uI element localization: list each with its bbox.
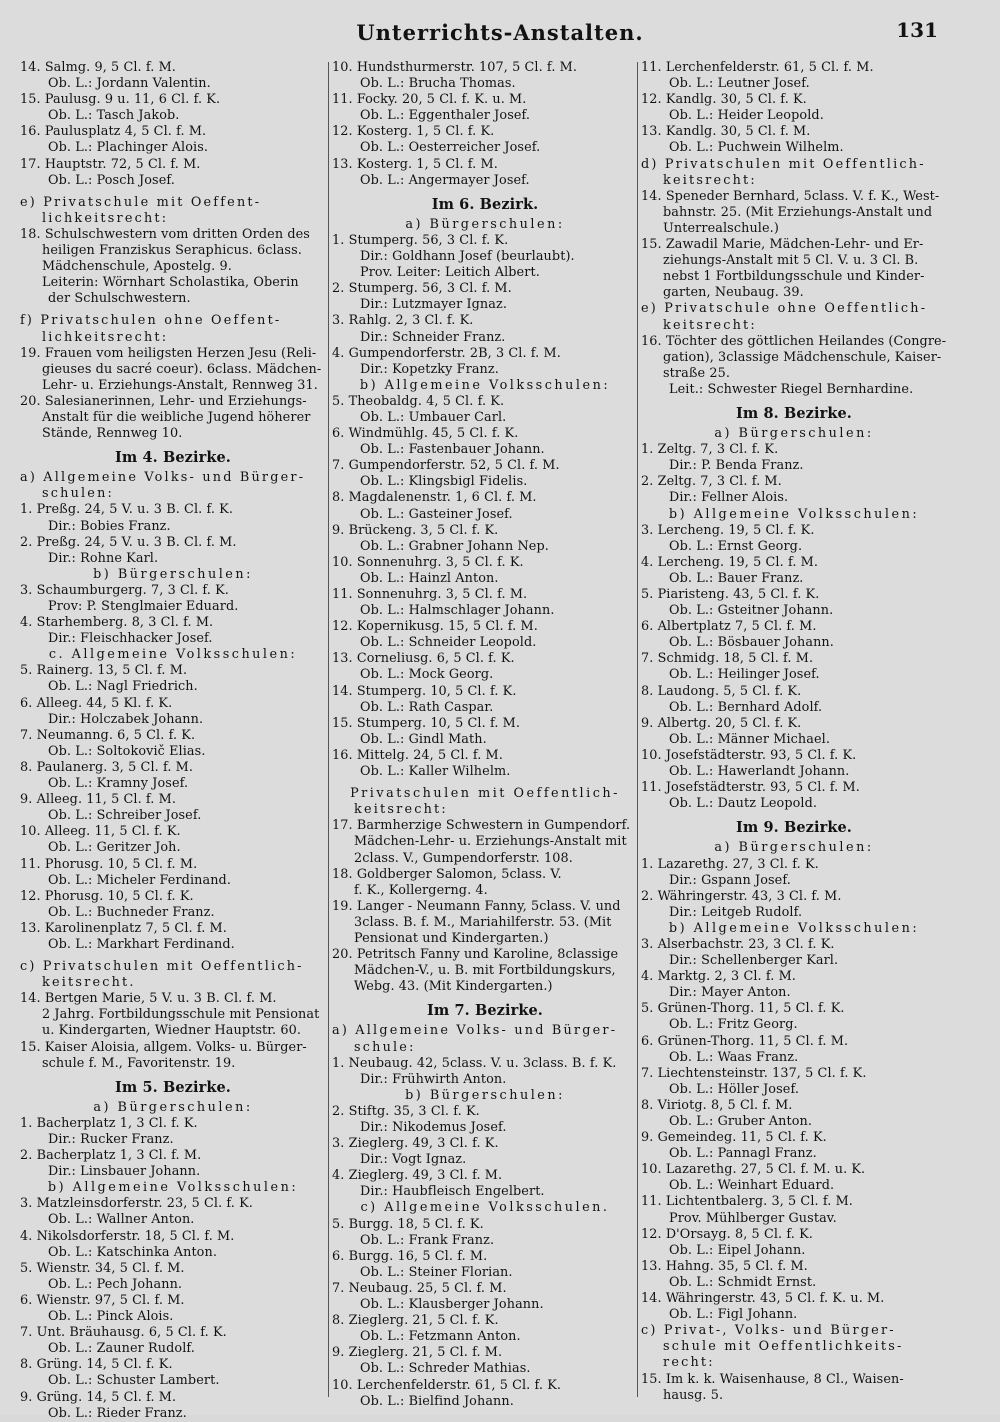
text-line: 13. Hahng. 35, 5 Cl. f. M.	[641, 1258, 808, 1274]
text-line: Ob. L.: Zauner Rudolf.	[48, 1341, 195, 1357]
text-line: 4. Starhemberg. 8, 3 Cl. f. M.	[20, 615, 214, 631]
text-line: Dir.: Mayer Anton.	[669, 985, 791, 1001]
text-line: Lehr- u. Erziehungs-Anstalt, Rennweg 31.	[42, 377, 318, 393]
text-line: 1. Bacherplatz 1, 3 Cl. f. K.	[20, 1115, 198, 1131]
text-line: 14. Bertgen Marie, 5 V. u. 3 B. Cl. f. M.	[20, 991, 277, 1007]
text-line: 17. Barmherzige Schwestern in Gumpendorf.	[332, 818, 631, 834]
text-line: schule mit Oeffentlichkeits-	[663, 1339, 904, 1355]
text-line: 3. Lercheng. 19, 5 Cl. f. K.	[641, 522, 815, 538]
text-line: 4. Marktg. 2, 3 Cl. f. M.	[641, 969, 796, 985]
text-line: 10. Hundsthurmerstr. 107, 5 Cl. f. M.	[332, 60, 578, 75]
text-line: Ob. L.: Bielfind Johann.	[360, 1393, 514, 1409]
text-line: Dir.: Frühwirth Anton.	[360, 1071, 507, 1087]
text-line: Ob. L.: Rath Caspar.	[360, 699, 494, 715]
text-line: f. K., Kollergerng. 4.	[354, 882, 488, 898]
text-line: Dir.: Holczabek Johann.	[48, 711, 204, 727]
text-line: Ob. L.: Buchneder Franz.	[48, 904, 215, 920]
text-line: 12. D'Orsayg. 8, 5 Cl. f. K.	[641, 1226, 813, 1242]
text-line: Dir.: Rohne Karl.	[48, 550, 159, 566]
text-line: 9. Alleeg. 11, 5 Cl. f. M.	[20, 792, 177, 808]
text-line: 19. Langer - Neumann Fanny, 5class. V. und	[332, 898, 621, 914]
text-line: 12. Kandlg. 30, 5 Cl. f. K.	[641, 92, 807, 108]
text-line: 11. Sonnenuhrg. 3, 5 Cl. f. M.	[332, 587, 528, 602]
text-line: a) Allgemeine Volks- und Bürger-	[332, 1023, 618, 1039]
text-line: Ob. L.: Markhart Ferdinand.	[48, 936, 235, 952]
text-line: b) Bürgerschulen:	[93, 566, 253, 582]
text-line: 10. Sonnenuhrg. 3, 5 Cl. f. K.	[332, 554, 524, 570]
text-line: Dir.: Haubfleisch Engelbert.	[360, 1184, 545, 1200]
text-line: Dir.: Bobies Franz.	[48, 518, 171, 534]
text-line: Leiterin: Wörnhart Scholastika, Oberin	[42, 275, 299, 291]
text-line: 19. Frauen vom heiligsten Herzen Jesu (Reli-	[20, 345, 317, 361]
text-line: 11. Focky. 20, 5 Cl. f. K. u. M.	[332, 92, 527, 108]
text-line: Dir.: Lutzmayer Ignaz.	[360, 297, 508, 313]
text-line: keitsrecht:	[354, 802, 448, 818]
text-line: 7. Neubaug. 25, 5 Cl. f. M.	[332, 1280, 507, 1296]
text-line: e) Privatschule mit Oeffent-	[20, 194, 262, 210]
text-line: Ob. L.: Schreiber Josef.	[48, 808, 202, 824]
text-line: b) Allgemeine Volksschulen:	[668, 506, 920, 522]
text-line: 2 Jahrg. Fortbildungsschule mit Pensionat	[42, 1007, 320, 1023]
text-line: Dir.: Schellenberger Karl.	[669, 953, 839, 969]
text-line: Dir.: Rucker Franz.	[48, 1132, 174, 1147]
text-line: 13. Corneliusg. 6, 5 Cl. f. K.	[332, 651, 515, 667]
text-line: u. Kindergarten, Wiedner Hauptstr. 60.	[42, 1023, 302, 1039]
text-line: Ob. L.: Hainzl Anton.	[360, 570, 499, 586]
text-line: keitsrecht:	[663, 317, 757, 333]
text-line: bahnstr. 25. (Mit Erziehungs-Anstalt und	[663, 204, 933, 220]
text-line: Ob. L.: Bauer Franz.	[669, 570, 804, 586]
text-line: Ob. L.: Soltokovič Elias.	[48, 743, 206, 759]
text-line: Ob. L.: Oesterreicher Josef.	[360, 140, 541, 156]
text-line: 10. Lerchenfelderstr. 61, 5 Cl. f. K.	[332, 1377, 562, 1393]
text-line: Ob. L.: Pannagl Franz.	[669, 1146, 817, 1162]
page-number: 131	[896, 18, 938, 42]
text-line: c. Allgemeine Volksschulen:	[48, 647, 298, 663]
text-line: 5. Theobaldg. 4, 5 Cl. f. K.	[332, 393, 505, 409]
text-line: 3. Alserbachstr. 23, 3 Cl. f. K.	[641, 936, 835, 952]
text-line: Anstalt für die weibliche Jugend höherer	[42, 409, 311, 425]
text-line: Ob. L.: Jordann Valentin.	[48, 76, 211, 92]
text-line: 18. Schulschwestern vom dritten Orden des	[20, 226, 310, 242]
text-line: Ob. L.: Fastenbauer Johann.	[360, 442, 545, 458]
text-line: straße 25.	[663, 365, 730, 381]
text-line: 9. Grüng. 14, 5 Cl. f. M.	[20, 1389, 177, 1405]
text-line: Dir.: Schneider Franz.	[360, 329, 506, 345]
text-line: 9. Gemeindeg. 11, 5 Cl. f. K.	[641, 1130, 827, 1146]
text-line: 3. Matzleinsdorferstr. 23, 5 Cl. f. K.	[20, 1196, 253, 1212]
text-line: Dir.: Fellner Alois.	[669, 490, 789, 506]
text-line: 17. Hauptstr. 72, 5 Cl. f. M.	[20, 156, 201, 172]
text-line: Dir.: P. Benda Franz.	[669, 458, 804, 474]
text-line: Ob. L.: Posch Josef.	[48, 172, 175, 188]
text-line: Ob. L.: Heilinger Josef.	[669, 667, 820, 683]
text-line: Ob. L.: Fritz Georg.	[669, 1017, 798, 1033]
text-line: 14. Salmg. 9, 5 Cl. f. M.	[20, 60, 176, 75]
text-line: gieuses du sacré coeur). 6class. Mädchen-	[42, 361, 322, 377]
text-line: 9. Albertg. 20, 5 Cl. f. K.	[641, 715, 802, 731]
text-line: Ob. L.: Brucha Thomas.	[360, 76, 516, 92]
text-line: Ob. L.: Mock Georg.	[360, 667, 494, 683]
text-line: Ob. L.: Bösbauer Johann.	[669, 635, 834, 651]
text-line: Mädchen-V., u. B. mit Fortbildungskurs,	[354, 963, 616, 979]
text-line: Ob. L.: Angermayer Josef.	[360, 172, 530, 188]
text-line: Ob. L.: Dautz Leopold.	[669, 796, 818, 812]
text-line: Ob. L.: Steiner Florian.	[360, 1264, 513, 1280]
text-line: a) Allgemeine Volks- und Bürger-	[20, 470, 306, 486]
section-heading: Im 5. Bezirke.	[115, 1078, 231, 1096]
text-line: Leit.: Schwester Riegel Bernhardine.	[669, 381, 914, 397]
text-line: 6. Wienstr. 97, 5 Cl. f. M.	[20, 1292, 185, 1308]
text-line: 13. Kandlg. 30, 5 Cl. f. M.	[641, 124, 811, 140]
text-line: Ob. L.: Geritzer Joh.	[48, 840, 181, 856]
text-line: 2. Währingerstr. 43, 3 Cl. f. M.	[641, 888, 842, 904]
text-line: Mädchen-Lehr- u. Erziehungs-Anstalt mit	[354, 834, 627, 850]
section-heading: Im 6. Bezirk.	[431, 195, 539, 213]
text-line: 13. Kosterg. 1, 5 Cl. f. M.	[332, 156, 498, 172]
text-line: Dir.: Kopetzky Franz.	[360, 361, 499, 377]
text-line: 7. Schmidg. 18, 5 Cl. f. M.	[641, 651, 814, 667]
text-line: c) Allgemeine Volksschulen.	[360, 1200, 610, 1216]
text-line: 3. Zieglerg. 49, 3 Cl. f. K.	[332, 1136, 499, 1152]
text-line: 3. Rahlg. 2, 3 Cl. f. K.	[332, 313, 474, 329]
text-line: Ob. L.: Schuster Lambert.	[48, 1373, 220, 1389]
text-line: garten, Neubaug. 39.	[663, 285, 804, 301]
text-line: 3class. B. f. M., Mariahilferstr. 53. (Mit	[354, 914, 612, 930]
text-line: 1. Stumperg. 56, 3 Cl. f. K.	[332, 232, 509, 248]
text-line: 10. Lazarethg. 27, 5 Cl. f. M. u. K.	[641, 1162, 866, 1178]
text-line: 14. Währingerstr. 43, 5 Cl. f. K. u. M.	[641, 1291, 885, 1307]
text-line: keitsrecht:	[663, 172, 757, 188]
text-line: 4. Nikolsdorferstr. 18, 5 Cl. f. M.	[20, 1228, 235, 1244]
text-line: gation), 3classige Mädchenschule, Kaiser-	[663, 349, 942, 365]
text-line: Ob. L.: Gasteiner Josef.	[360, 506, 513, 522]
text-line: Ob. L.: Höller Josef.	[669, 1081, 799, 1097]
column-divider	[328, 62, 329, 1397]
text-line: 8. Magdalenenstr. 1, 6 Cl. f. M.	[332, 490, 537, 506]
text-line: 12. Kopernikusg. 15, 5 Cl. f. M.	[332, 619, 538, 635]
text-line: 8. Viriotg. 8, 5 Cl. f. M.	[641, 1097, 793, 1113]
text-line: Ob. L.: Pech Johann.	[48, 1276, 183, 1292]
text-line: Prov. Mühlberger Gustav.	[669, 1210, 837, 1226]
text-line: Ob. L.: Figl Johann.	[669, 1307, 798, 1323]
text-line: Ob. L.: Schreder Mathias.	[360, 1361, 531, 1377]
text-line: Dir.: Fleischhacker Josef.	[48, 631, 213, 647]
text-line: Ob. L.: Fetzmann Anton.	[360, 1329, 521, 1345]
text-line: nebst 1 Fortbildungsschule und Kinder-	[663, 269, 925, 285]
text-line: lichkeitsrecht:	[42, 329, 169, 345]
text-line: d) Privatschulen mit Oeffentlich-	[641, 156, 926, 172]
text-line: 1. Zeltg. 7, 3 Cl. f. K.	[641, 442, 779, 458]
text-line: keitsrecht.	[42, 975, 136, 991]
text-line: 8. Laudong. 5, 5 Cl. f. K.	[641, 683, 802, 699]
text-line: Ob. L.: Männer Michael.	[669, 731, 831, 747]
text-line: Ob. L.: Nagl Friedrich.	[48, 679, 198, 695]
text-line: Ob. L.: Halmschlager Johann.	[360, 603, 555, 619]
text-line: 10. Josefstädterstr. 93, 5 Cl. f. K.	[641, 747, 857, 763]
text-line: 8. Zieglerg. 21, 5 Cl. f. K.	[332, 1313, 499, 1329]
text-line: 20. Petritsch Fanny und Karoline, 8classige	[332, 947, 619, 963]
text-line: Pensionat und Kindergarten.)	[354, 930, 549, 946]
text-line: 10. Alleeg. 11, 5 Cl. f. K.	[20, 824, 181, 840]
text-line: f) Privatschulen ohne Oeffent-	[20, 313, 282, 329]
text-line: Ob. L.: Weinhart Eduard.	[669, 1178, 835, 1194]
text-line: Stände, Rennweg 10.	[42, 426, 183, 442]
text-line: Ob. L.: Kaller Wilhelm.	[360, 764, 511, 780]
text-line: 6. Alleeg. 44, 5 Kl. f. K.	[20, 695, 173, 711]
text-line: lichkeitsrecht:	[42, 210, 169, 226]
text-line: Webg. 43. (Mit Kindergarten.)	[354, 979, 553, 995]
text-line: 11. Phorusg. 10, 5 Cl. f. M.	[20, 856, 198, 872]
text-line: 4. Lercheng. 19, 5 Cl. f. M.	[641, 554, 819, 570]
text-line: 2. Stiftg. 35, 3 Cl. f. K.	[332, 1103, 480, 1119]
text-line: 2. Preßg. 24, 5 V. u. 3 B. Cl. f. M.	[20, 534, 237, 550]
text-line: Ob. L.: Wallner Anton.	[48, 1212, 195, 1228]
text-line: 5. Piaristeng. 43, 5 Cl. f. K.	[641, 587, 820, 602]
text-line: a) Bürgerschulen:	[714, 840, 874, 856]
text-line: 1. Lazarethg. 27, 3 Cl. f. K.	[641, 856, 819, 872]
text-line: Ob. L.: Hawerlandt Johann.	[669, 764, 850, 780]
text-line: 11. Lichtentbalerg. 3, 5 Cl. f. M.	[641, 1194, 853, 1210]
text-line: Dir.: Gspann Josef.	[669, 872, 791, 888]
section-heading: Im 4. Bezirke.	[115, 449, 231, 467]
text-line: 5. Grünen-Thorg. 11, 5 Cl. f. K.	[641, 1001, 845, 1017]
text-line: 14. Stumperg. 10, 5 Cl. f. K.	[332, 683, 517, 699]
text-line: 2class. V., Gumpendorferstr. 108.	[354, 850, 573, 866]
text-line: Dir.: Goldhann Josef (beurlaubt).	[360, 249, 575, 265]
text-line: 14. Speneder Bernhard, 5class. V. f. K., West-	[641, 188, 940, 204]
text-line: c) Privat-, Volks- und Bürger-	[641, 1323, 896, 1339]
text-line: 8. Grüng. 14, 5 Cl. f. K.	[20, 1357, 173, 1373]
section-heading: Im 7. Bezirke.	[427, 1002, 543, 1020]
text-line: Ob. L.: Tasch Jakob.	[48, 108, 180, 124]
text-line: Ob. L.: Klingsbigl Fidelis.	[360, 474, 528, 490]
text-line: ziehungs-Anstalt mit 5 Cl. V. u. 3 Cl. B.	[663, 253, 919, 269]
text-line: b) Bürgerschulen:	[405, 1087, 565, 1103]
text-line: Ob. L.: Frank Franz.	[360, 1232, 495, 1248]
text-line: Ob. L.: Gruber Anton.	[669, 1114, 813, 1129]
text-line: recht:	[663, 1355, 715, 1371]
text-line: 11. Josefstädterstr. 93, 5 Cl. f. M.	[641, 780, 860, 796]
text-column-right	[641, 60, 947, 1403]
text-line: 12. Phorusg. 10, 5 Cl. f. K.	[20, 888, 194, 904]
text-line: hausg. 5.	[663, 1387, 724, 1403]
text-line: Ob. L.: Pinck Alois.	[48, 1309, 174, 1325]
text-line: 8. Paulanerg. 3, 5 Cl. f. M.	[20, 759, 194, 775]
text-line: 20. Salesianerinnen, Lehr- und Erziehungs-	[20, 393, 307, 409]
text-line: 6. Grünen-Thorg. 11, 5 Cl. f. M.	[641, 1033, 849, 1049]
text-line: 6. Windmühlg. 45, 5 Cl. f. K.	[332, 426, 519, 442]
text-line: Ob. L.: Eipel Johann.	[669, 1242, 806, 1258]
text-line: 6. Albertplatz 7, 5 Cl. f. M.	[641, 619, 817, 635]
text-line: Ob. L.: Micheler Ferdinand.	[48, 872, 232, 888]
text-line: 16. Töchter des göttlichen Heilandes (Congre-	[641, 333, 947, 349]
text-line: Ob. L.: Waas Franz.	[669, 1049, 799, 1065]
section-heading: Im 8. Bezirke.	[736, 404, 852, 422]
text-line: 15. Kaiser Aloisia, allgem. Volks- u. Bürger-	[20, 1039, 307, 1055]
text-line: Ob. L.: Schneider Leopold.	[360, 635, 537, 651]
text-line: Ob. L.: Eggenthaler Josef.	[360, 108, 531, 124]
text-line: 4. Gumpendorferstr. 2B, 3 Cl. f. M.	[332, 345, 561, 361]
text-line: Ob. L.: Leutner Josef.	[669, 76, 810, 92]
text-line: 15. Stumperg. 10, 5 Cl. f. M.	[332, 715, 521, 731]
text-line: Ob. L.: Umbauer Carl.	[360, 409, 507, 425]
text-line: 6. Burgg. 16, 5 Cl. f. M.	[332, 1248, 488, 1264]
text-line: 5. Wienstr. 34, 5 Cl. f. M.	[20, 1260, 185, 1276]
text-line: Dir.: Linsbauer Johann.	[48, 1164, 201, 1180]
text-line: 18. Goldberger Salomon, 5class. V.	[332, 866, 562, 882]
text-line: 5. Burgg. 18, 5 Cl. f. K.	[332, 1216, 484, 1232]
text-line: Ob. L.: Bernhard Adolf.	[669, 699, 823, 715]
text-line: 1. Neubaug. 42, 5class. V. u. 3class. B. f. K.	[332, 1055, 617, 1071]
text-line: a) Bürgerschulen:	[714, 426, 874, 442]
text-line: Ob. L.: Katschinka Anton.	[48, 1244, 217, 1260]
text-line: 13. Karolinenplatz 7, 5 Cl. f. M.	[20, 920, 227, 936]
text-line: 16. Mittelg. 24, 5 Cl. f. M.	[332, 747, 503, 763]
text-line: Ob. L.: Gindl Math.	[360, 731, 487, 747]
text-line: Mädchenschule, Apostelg. 9.	[42, 259, 232, 275]
text-line: b) Allgemeine Volksschulen:	[668, 920, 920, 936]
text-line: Ob. L.: Klausberger Johann.	[360, 1297, 544, 1313]
text-column-middle	[332, 60, 638, 1409]
text-line: 7. Gumpendorferstr. 52, 5 Cl. f. M.	[332, 458, 560, 474]
text-line: 12. Kosterg. 1, 5 Cl. f. K.	[332, 124, 495, 140]
text-line: a) Bürgerschulen:	[93, 1099, 253, 1115]
text-line: c) Privatschulen mit Oeffentlich-	[20, 959, 304, 975]
text-line: Ob. L.: Heider Leopold.	[669, 108, 824, 124]
text-line: Prov. Leiter: Leitich Albert.	[360, 265, 540, 281]
text-line: Ob. L.: Kramny Josef.	[48, 776, 189, 792]
text-line: Unterrealschule.)	[663, 220, 779, 236]
text-column-left	[20, 60, 326, 1421]
text-line: 9. Brückeng. 3, 5 Cl. f. K.	[332, 522, 499, 538]
text-line: 2. Bacherplatz 1, 3 Cl. f. M.	[20, 1148, 202, 1164]
text-line: der Schulschwestern.	[48, 291, 191, 307]
text-line: 7. Neumanng. 6, 5 Cl. f. K.	[20, 727, 196, 743]
text-line: 11. Lerchenfelderstr. 61, 5 Cl. f. M.	[641, 60, 874, 75]
text-line: 7. Liechtensteinstr. 137, 5 Cl. f. K.	[641, 1065, 867, 1081]
text-line: a) Bürgerschulen:	[405, 216, 565, 232]
text-line: 4. Zieglerg. 49, 3 Cl. f. M.	[332, 1168, 503, 1184]
text-line: 3. Schaumburgerg. 7, 3 Cl. f. K.	[20, 582, 229, 598]
text-line: 5. Rainerg. 13, 5 Cl. f. M.	[20, 663, 188, 679]
text-line: Dir.: Leitgeb Rudolf.	[669, 904, 803, 920]
text-line: 15. Zawadil Marie, Mädchen-Lehr- und Er-	[641, 237, 924, 253]
text-line: b) Allgemeine Volksschulen:	[47, 1180, 299, 1196]
text-line: Privatschulen mit Oeffentlich-	[350, 786, 620, 802]
text-line: Ob. L.: Gsteitner Johann.	[669, 603, 834, 619]
text-line: Ob. L.: Grabner Johann Nep.	[360, 538, 549, 554]
page-title: Unterrichts-Anstalten.	[356, 20, 644, 45]
text-line: 2. Stumperg. 56, 3 Cl. f. M.	[332, 281, 512, 297]
section-heading: Im 9. Bezirke.	[736, 819, 852, 837]
text-line: 1. Preßg. 24, 5 V. u. 3 B. Cl. f. K.	[20, 502, 234, 518]
text-line: schulen:	[42, 486, 115, 502]
text-line: Ob. L.: Rieder Franz.	[48, 1405, 187, 1421]
text-line: schule:	[354, 1039, 416, 1055]
text-line: 9. Zieglerg. 21, 5 Cl. f. M.	[332, 1345, 503, 1361]
text-line: 7. Unt. Bräuhausg. 6, 5 Cl. f. K.	[20, 1325, 227, 1341]
text-line: 2. Zeltg. 7, 3 Cl. f. M.	[641, 474, 782, 490]
text-line: Ob. L.: Ernst Georg.	[669, 538, 803, 554]
text-line: Dir.: Vogt Ignaz.	[360, 1152, 467, 1168]
text-line: Prov: P. Stenglmaier Eduard.	[48, 599, 239, 614]
text-line: heiligen Franziskus Seraphicus. 6class.	[42, 243, 302, 259]
text-line: Ob. L.: Puchwein Wilhelm.	[669, 140, 844, 156]
text-line: 16. Paulusplatz 4, 5 Cl. f. M.	[20, 124, 207, 140]
text-line: e) Privatschule ohne Oeffentlich-	[641, 301, 928, 317]
text-line: 15. Paulusg. 9 u. 11, 6 Cl. f. K.	[20, 92, 221, 108]
text-line: Ob. L.: Schmidt Ernst.	[669, 1274, 817, 1290]
text-line: b) Allgemeine Volksschulen:	[359, 377, 611, 393]
text-line: Ob. L.: Plachinger Alois.	[48, 140, 209, 156]
text-line: 15. Im k. k. Waisenhause, 8 Cl., Waisen-	[641, 1371, 904, 1387]
text-line: Dir.: Nikodemus Josef.	[360, 1120, 507, 1135]
text-line: schule f. M., Favoritenstr. 19.	[42, 1055, 236, 1071]
